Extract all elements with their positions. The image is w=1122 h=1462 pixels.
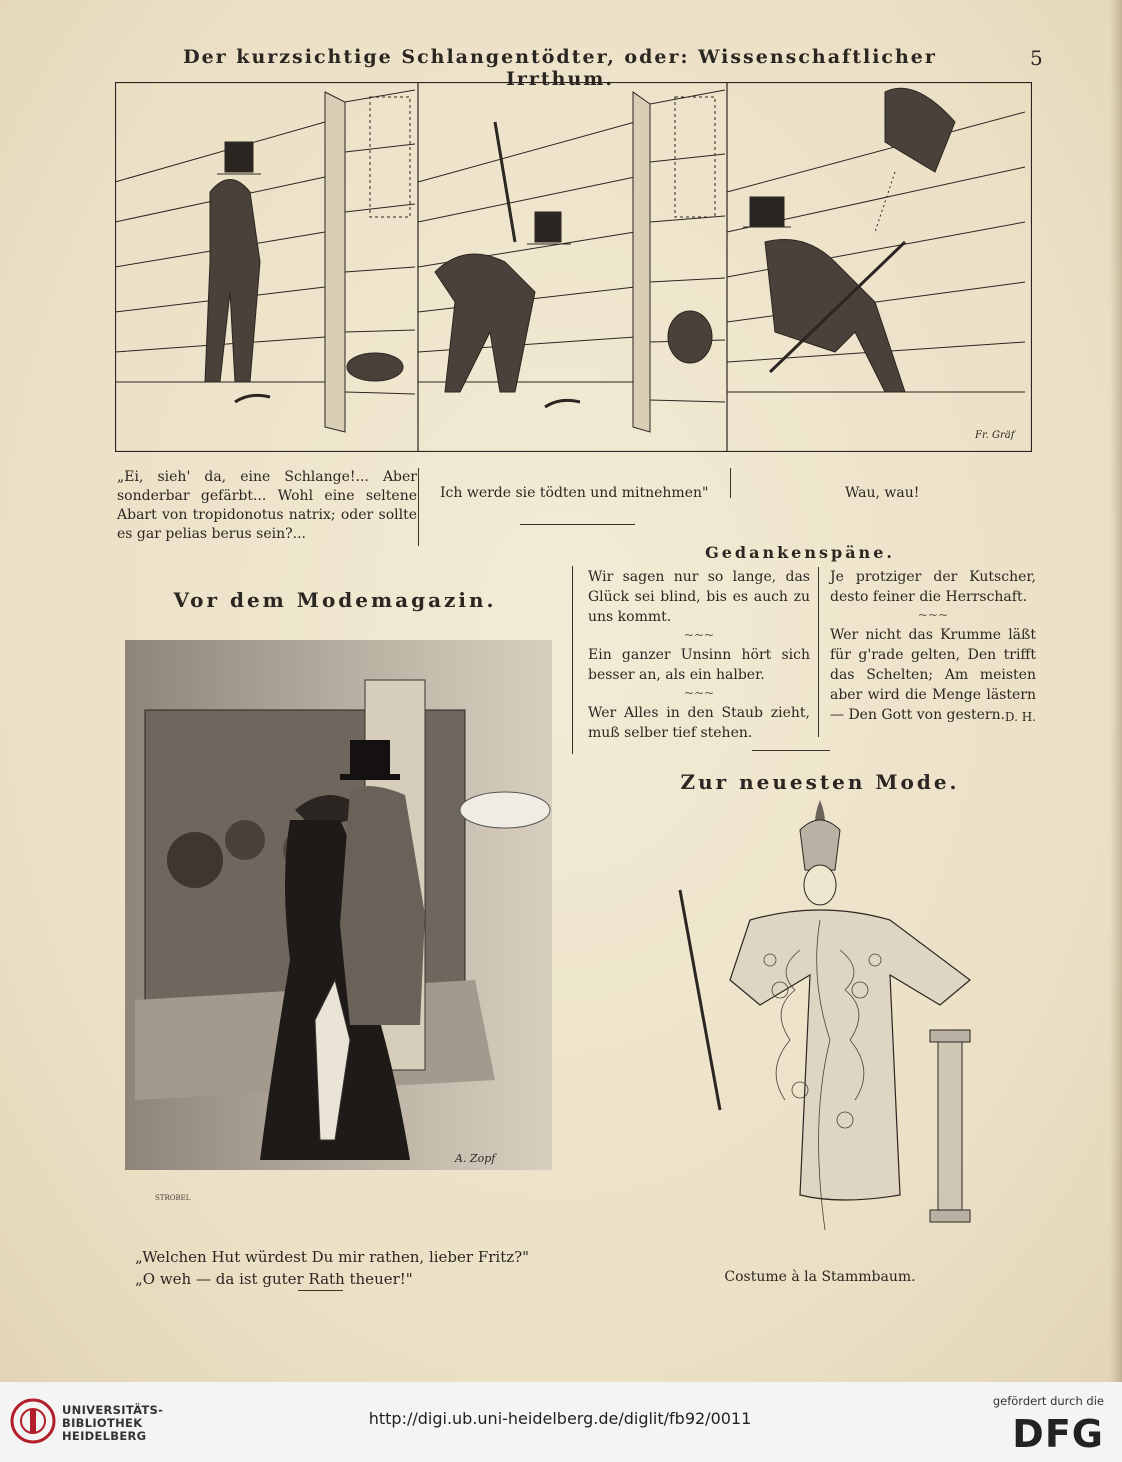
section-rule [752, 750, 830, 751]
caption-divider-2 [730, 468, 731, 498]
comic-strip [115, 82, 1032, 452]
aphorism-3: Wer Alles in den Staub zieht, muß selber tief stehen. [588, 705, 810, 741]
page-number: 5 [1030, 46, 1043, 70]
shop-signature: A. Zopf [455, 1152, 496, 1165]
panel-1 [115, 90, 415, 432]
section-rule [520, 524, 635, 525]
shop-caption-2: „O weh — da ist guter Rath theuer!" [135, 1270, 413, 1288]
panel-3 [727, 88, 1025, 392]
institution-line-2: BIBLIOTHEK [62, 1416, 143, 1430]
aphorisms-signature: D. H. [1004, 710, 1036, 724]
section-rule [298, 1290, 343, 1291]
institution-line-3: HEIDELBERG [62, 1429, 147, 1443]
aphorisms-right-column [830, 567, 1036, 727]
caption-panel-1: „Ei, sieh' da, eine Schlange!... Aber sonderbar gefärbt... Wohl eine seltene Abart von tropidonotus natrix; oder sollte es gar pelias berus sein?... [117, 469, 417, 542]
aphorism-2: Ein ganzer Unsinn hört sich besser an, als ein halber. [588, 647, 810, 683]
aphorisms-left-rule [572, 566, 573, 754]
aphorisms-left-column [588, 567, 810, 743]
shop-engraver: STROBEL [155, 1194, 191, 1202]
shop-title: Vor dem Modemagazin. [173, 588, 497, 612]
aphorism-4: Je protziger der Kutscher, desto feiner die Herrschaft. [830, 569, 1036, 605]
university-seal-icon [8, 1396, 58, 1450]
shop-window-illustration [115, 620, 552, 1210]
fashion-caption: Costume à la Stammbaum. [724, 1269, 916, 1285]
aphorism-separator: ~~~ [917, 608, 949, 622]
comic-signature: Fr. Gräf [975, 430, 1015, 441]
panel-2 [418, 90, 725, 432]
institution-name [62, 1404, 163, 1443]
aphorism-separator: ~~~ [683, 628, 715, 642]
permalink-url[interactable]: http://digi.ub.uni-heidelberg.de/diglit/fb92/0011 [368, 1409, 752, 1428]
aphorism-5-poem: Wer nicht das Krumme läßt für g'rade gelten, Den trifft das Schelten; Am meisten aber wird die Menge lästern — Den Gott von gestern. [830, 627, 1036, 723]
institution-line-1: UNIVERSITÄTS- [62, 1403, 164, 1417]
funding-note: gefördert durch die [992, 1394, 1104, 1408]
fashion-title: Zur neuesten Mode. [680, 770, 960, 794]
caption-panel-3: Wau, wau! [845, 485, 920, 501]
fashion-costume-illustration [650, 790, 990, 1260]
aphorism-separator: ~~~ [683, 686, 715, 700]
aphorism-1: Wir sagen nur so lange, das Glück sei blind, bis es auch zu uns kommt. [588, 569, 810, 625]
shop-caption-1: „Welchen Hut würdest Du mir rathen, lieber Fritz?" [135, 1248, 530, 1266]
aphorisms-title: Gedankenspäne. [705, 543, 895, 562]
dfg-logo: DFG [1012, 1412, 1104, 1456]
aphorisms-column-divider [818, 567, 819, 737]
running-title: Der kurzsichtige Schlangentödter, oder: Wissenschaftlicher Irrthum. [183, 46, 937, 90]
page-edge-shadow [1110, 0, 1122, 1382]
caption-panel-2: Ich werde sie tödten und mitnehmen" [440, 485, 709, 501]
comic-strip-illustration [115, 82, 1032, 452]
caption-divider-1 [418, 468, 419, 546]
footer-bar [0, 1382, 1122, 1462]
